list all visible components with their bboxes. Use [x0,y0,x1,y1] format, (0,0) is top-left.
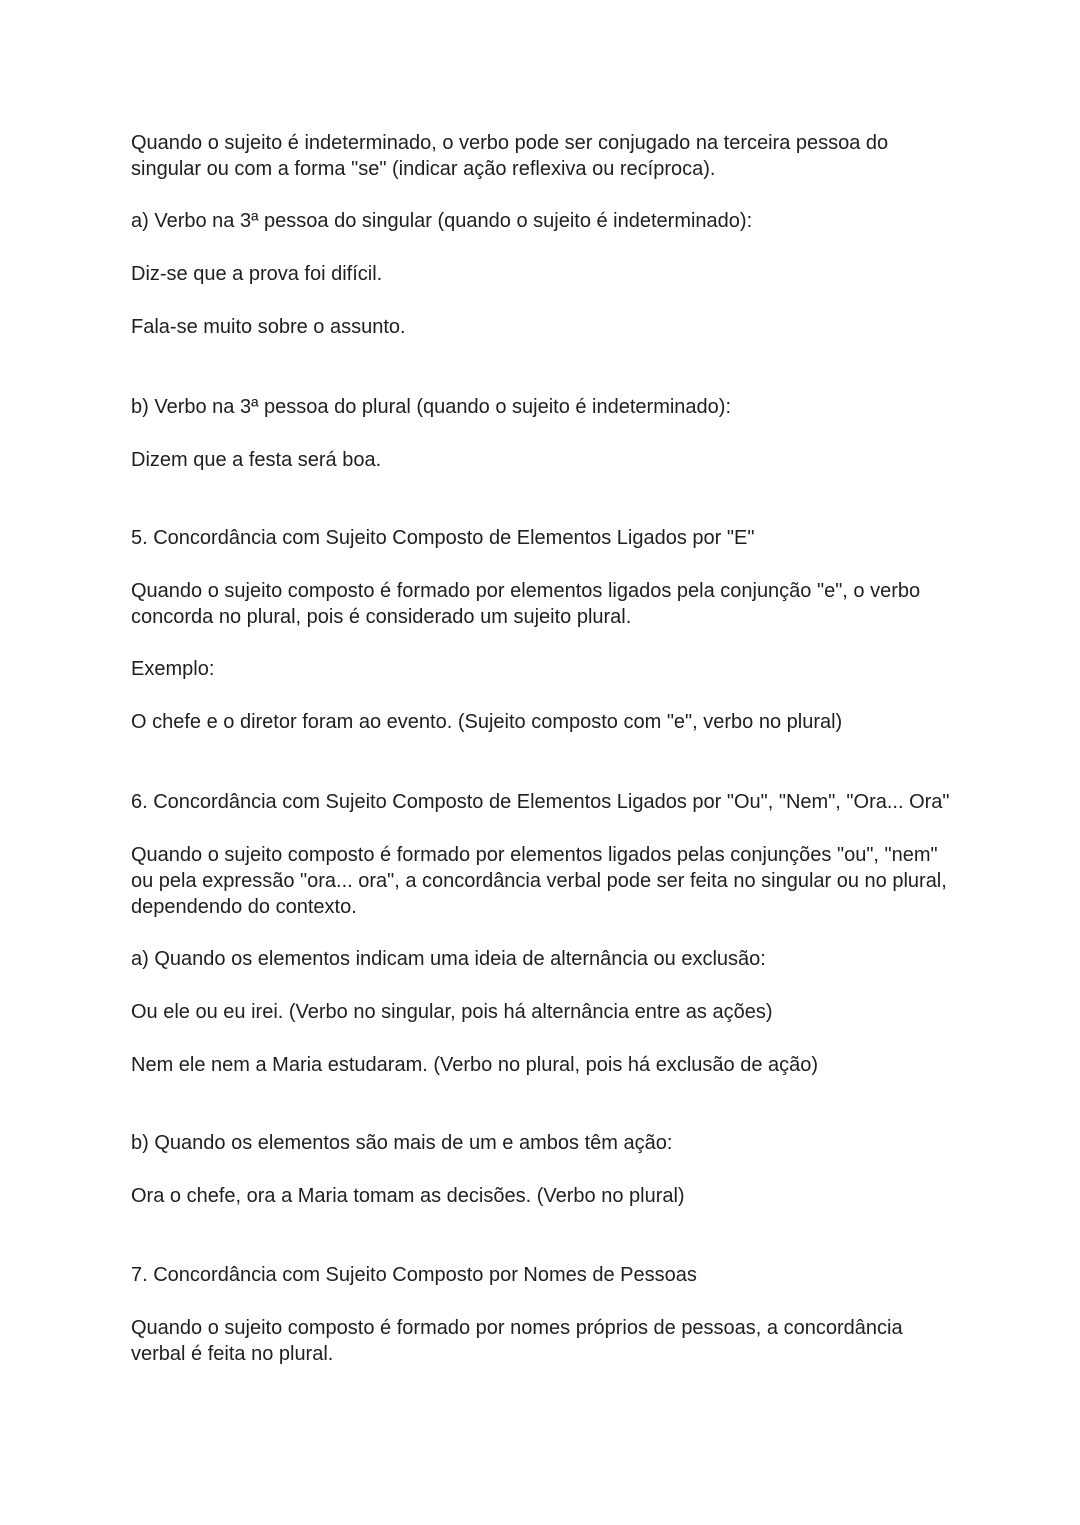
section-heading-5: 5. Concordância com Sujeito Composto de Elementos Ligados por "E" [131,527,755,549]
paragraph-section-5-line-2: concorda no plural, pois é considerado um sujeito plural. [131,606,632,628]
example-label: Exemplo: [131,658,215,680]
paragraph-section-6-line-2: ou pela expressão "ora... ora", a concordância verbal pode ser feita no singular ou no plural, [131,870,947,892]
paragraph-section-7-line-2: verbal é feita no plural. [131,1343,334,1365]
subheading-alternation-exclusion: a) Quando os elementos indicam uma ideia de alternância ou exclusão: [131,948,766,970]
example-diz-se: Diz-se que a prova foi difícil. [131,263,383,285]
subheading-plural-verb: b) Verbo na 3ª pessoa do plural (quando o sujeito é indeterminado): [131,396,732,418]
section-heading-6: 6. Concordância com Sujeito Composto de Elementos Ligados por "Ou", "Nem", "Ora... Ora" [131,791,950,813]
paragraph-section-6-line-1: Quando o sujeito composto é formado por elementos ligados pelas conjunções "ou", "nem" [131,844,938,866]
paragraph-indeterminate-subject-line-2: singular ou com a forma "se" (indicar ação reflexiva ou recíproca). [131,158,716,180]
example-dizem: Dizem que a festa será boa. [131,449,382,471]
subheading-singular-verb: a) Verbo na 3ª pessoa do singular (quando o sujeito é indeterminado): [131,210,753,232]
example-chefe-diretor: O chefe e o diretor foram ao evento. (Sujeito composto com "e", verbo no plural) [131,711,843,733]
subheading-both-act: b) Quando os elementos são mais de um e ambos têm ação: [131,1132,673,1154]
paragraph-indeterminate-subject-line-1: Quando o sujeito é indeterminado, o verbo pode ser conjugado na terceira pessoa do [131,132,889,154]
paragraph-section-5-line-1: Quando o sujeito composto é formado por elementos ligados pela conjunção "e", o verbo [131,580,921,602]
example-nem-ele-nem-maria: Nem ele nem a Maria estudaram. (Verbo no plural, pois há exclusão de ação) [131,1054,819,1076]
example-ora-chefe-ora-maria: Ora o chefe, ora a Maria tomam as decisões. (Verbo no plural) [131,1185,685,1207]
section-heading-7: 7. Concordância com Sujeito Composto por Nomes de Pessoas [131,1264,697,1286]
paragraph-section-7-line-1: Quando o sujeito composto é formado por nomes próprios de pessoas, a concordância [131,1317,903,1339]
example-ou-ele-ou-eu: Ou ele ou eu irei. (Verbo no singular, pois há alternância entre as ações) [131,1001,773,1023]
example-fala-se: Fala-se muito sobre o assunto. [131,316,406,338]
paragraph-section-6-line-3: dependendo do contexto. [131,896,357,918]
